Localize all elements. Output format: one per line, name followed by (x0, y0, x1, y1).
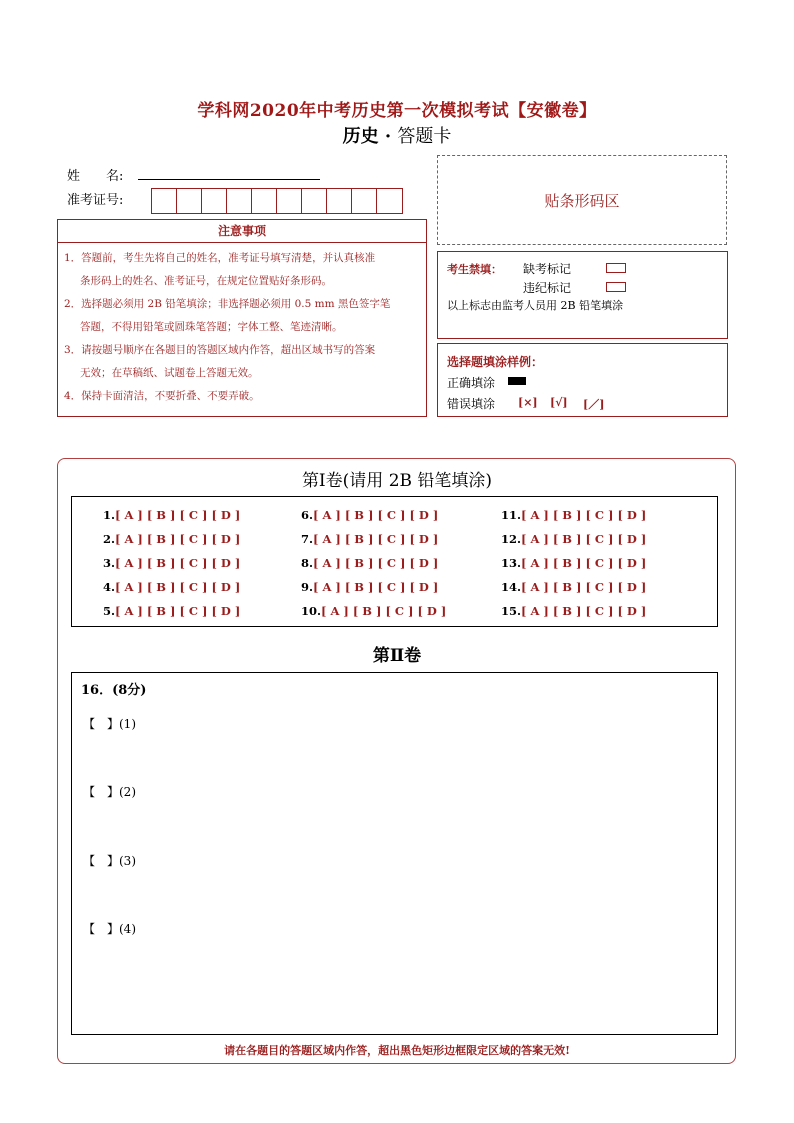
notice-line: 2．选择题必须用 2B 铅笔填涂；非选择题必须用 0.5 mm 黑色签字笔 (64, 298, 391, 310)
wrong-mark-cross: [×] (518, 396, 538, 409)
id-digit-box[interactable] (202, 189, 227, 213)
separator-dot: · (384, 126, 392, 147)
card-subtitle (0, 122, 794, 148)
notice-title: 注意事项 (57, 219, 427, 243)
mc-question-2[interactable]: 2.[ A ] [ B ] [ C ] [ D ] (103, 532, 241, 546)
question16-title: 16．(8分) (81, 683, 147, 698)
id-digit-box[interactable] (352, 189, 377, 213)
id-digit-box[interactable] (177, 189, 202, 213)
notice-line: 3．请按题号顺序在各题目的答题区域内作答，超出区域书写的答案 (64, 344, 376, 356)
footer-warning: 请在各题目的答题区域内作答，超出黑色矩形边框限定区域的答案无效! (224, 1044, 570, 1057)
violation-mark-label: 违纪标记 (523, 281, 572, 295)
section2-title: 第Ⅱ卷 (372, 646, 422, 666)
mc-question-11[interactable]: 11.[ A ] [ B ] [ C ] [ D ] (501, 508, 647, 522)
name-field[interactable] (138, 178, 320, 180)
id-digit-box[interactable] (377, 189, 402, 213)
mc-question-3[interactable]: 3.[ A ] [ B ] [ C ] [ D ] (103, 556, 241, 570)
answer-part-2: 【 】(2) (83, 785, 136, 799)
notice-line: 1．答题前，考生先将自己的姓名，准考证号填写清楚，并认真核准 (64, 252, 376, 264)
barcode-area (437, 155, 727, 245)
absent-mark-box[interactable] (606, 263, 626, 273)
mc-question-9[interactable]: 9.[ A ] [ B ] [ C ] [ D ] (301, 580, 439, 594)
mc-question-8[interactable]: 8.[ A ] [ B ] [ C ] [ D ] (301, 556, 439, 570)
name-label: 姓 名: (67, 169, 124, 184)
mc-question-4[interactable]: 4.[ A ] [ B ] [ C ] [ D ] (103, 580, 241, 594)
absent-mark-label: 缺考标记 (523, 262, 572, 276)
mc-question-10[interactable]: 10.[ A ] [ B ] [ C ] [ D ] (301, 604, 447, 618)
mc-question-1[interactable]: 1.[ A ] [ B ] [ C ] [ D ] (103, 508, 241, 522)
mc-question-13[interactable]: 13.[ A ] [ B ] [ C ] [ D ] (501, 556, 647, 570)
mc-question-5[interactable]: 5.[ A ] [ B ] [ C ] [ D ] (103, 604, 241, 618)
barcode-label: 贴条形码区 (544, 191, 620, 210)
mc-question-14[interactable]: 14.[ A ] [ B ] [ C ] [ D ] (501, 580, 647, 594)
mc-question-7[interactable]: 7.[ A ] [ B ] [ C ] [ D ] (301, 532, 439, 546)
forbid-note: 以上标志由监考人员用 2B 铅笔填涂 (447, 299, 624, 312)
exam-id-boxes[interactable] (151, 188, 403, 214)
wrong-fill-label: 错误填涂 (447, 397, 496, 411)
filled-mark-icon (508, 377, 526, 385)
notice-line: 答题，不得用铅笔或圆珠笔答题；字体工整、笔迹清晰。 (80, 321, 343, 333)
id-digit-box[interactable] (277, 189, 302, 213)
mc-question-12[interactable]: 12.[ A ] [ B ] [ C ] [ D ] (501, 532, 647, 546)
multiple-choice-box (71, 496, 718, 627)
notice-line: 4．保持卡面清洁，不要折叠、不要弄破。 (64, 390, 260, 402)
correct-fill-label: 正确填涂 (447, 376, 496, 390)
answer-part-1: 【 】(1) (83, 717, 136, 731)
wrong-mark-check: [√] (550, 396, 568, 409)
exam-id-label: 准考证号: (67, 193, 124, 208)
section1-title: 第Ⅰ卷(请用 2B 铅笔填涂) (301, 471, 493, 491)
question16-answer-box[interactable] (71, 672, 718, 1035)
id-digit-box[interactable] (252, 189, 277, 213)
notice-line: 无效；在草稿纸、试题卷上答题无效。 (80, 367, 259, 379)
candidate-forbidden-box (437, 251, 728, 339)
fill-sample-box (437, 343, 728, 417)
wrong-mark-slash: [／] (583, 398, 605, 411)
mc-question-6[interactable]: 6.[ A ] [ B ] [ C ] [ D ] (301, 508, 439, 522)
notice-line: 条形码上的姓名、准考证号，在规定位置贴好条形码。 (80, 275, 332, 287)
subject-label: 历史 (342, 126, 379, 147)
sample-title: 选择题填涂样例： (447, 355, 544, 369)
notice-body (57, 243, 427, 417)
id-digit-box[interactable] (327, 189, 352, 213)
id-digit-box[interactable] (227, 189, 252, 213)
mc-question-15[interactable]: 15.[ A ] [ B ] [ C ] [ D ] (501, 604, 647, 618)
violation-mark-box[interactable] (606, 282, 626, 292)
answer-card-label: 答题卡 (397, 126, 452, 147)
answer-part-3: 【 】(3) (83, 854, 136, 868)
answer-part-4: 【 】(4) (83, 922, 136, 936)
id-digit-box[interactable] (152, 189, 177, 213)
id-digit-box[interactable] (302, 189, 327, 213)
exam-title: 学科网2020年中考历史第一次模拟考试【安徽卷】 (197, 101, 597, 121)
forbid-label: 考生禁填： (447, 263, 502, 276)
